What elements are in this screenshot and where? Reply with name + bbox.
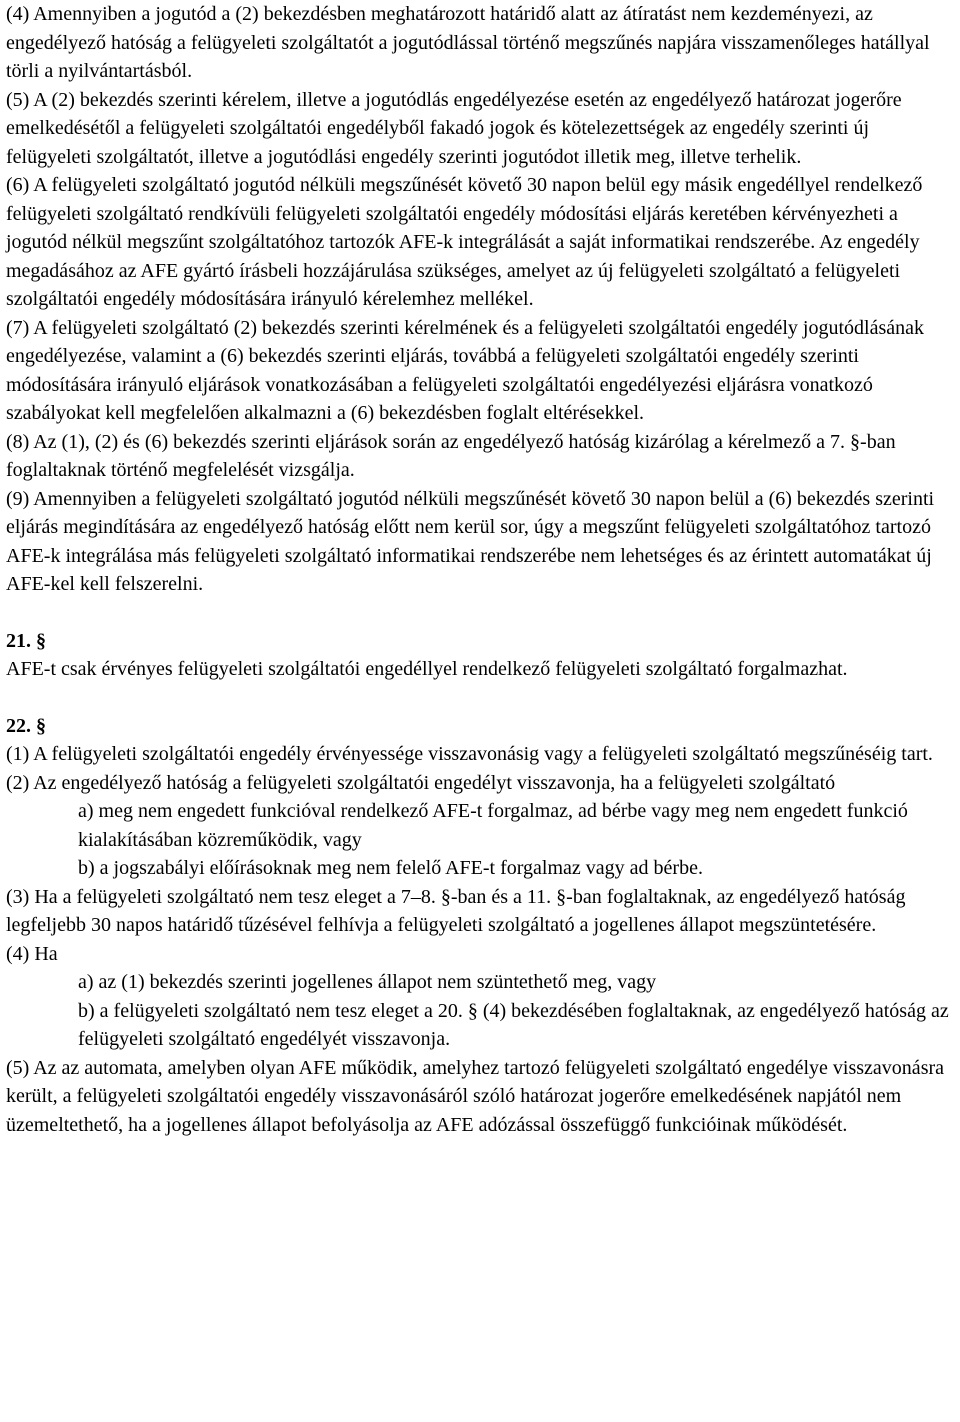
section-21-text: AFE-t csak érvényes felügyeleti szolgáltatói engedéllyel rendelkező felügyeleti szolgáltató forgalmazhat. <box>6 658 848 680</box>
section-22-paragraph-5: (5) Az az automata, amelyben olyan AFE működik, amelyhez tartozó felügyeleti szolgáltató engedélye visszavonásra került, a felügyeleti szolgáltatói engedély visszavonásáról szóló határozat jogerőre emelkedésének napjától nem üzemeltethető, ha a jogellenes állapot befolyásolja az AFE adózással összefüggő funkcióinak működését. <box>6 1056 945 1136</box>
section-22-paragraph-1: (1) A felügyeleti szolgáltatói engedély érvényessége visszavonásig vagy a felügyeleti szolgáltató megszűnéséig tart. <box>6 743 933 765</box>
section-22-paragraph-4-item-a: a) az (1) bekezdés szerinti jogellenes állapot nem szüntethető meg, vagy <box>78 971 657 993</box>
section-22-paragraph-2-item-a: a) meg nem engedett funkcióval rendelkező AFE-t forgalmaz, ad bérbe vagy meg nem engedett funkció kialakításában közreműködik, vagy <box>78 800 908 851</box>
paragraph-6: (6) A felügyeleti szolgáltató jogutód nélküli megszűnését követő 30 napon belül egy másik engedéllyel rendelkező felügyeleti szolgáltató rendkívüli felügyeleti szolgáltatói engedély módosítási eljárás keretében kérvényezheti a jogutód nélkül megszűnt szolgáltatóhoz tartozók AFE-k integrálását a saját informatikai rendszerébe. Az engedély megadásához az AFE gyártó írásbeli hozzájárulása szükséges, amelyet az új felügyeleti szolgáltató a felügyeleti szolgáltatói engedély módosítására irányuló kérelemhez mellékel. <box>6 174 923 310</box>
section-22-paragraph-2-item-b: b) a jogszabályi előírásoknak meg nem felelő AFE-t forgalmaz vagy ad bérbe. <box>78 857 703 879</box>
paragraph-9: (9) Amennyiben a felügyeleti szolgáltató jogutód nélküli megszűnését követő 30 napon belül a (6) bekezdés szerinti eljárás megindítására az engedélyező hatóság előtt nem kerül sor, úgy a megszűnt felügyeleti szolgáltatóhoz tartozó AFE-k integrálása más felügyeleti szolgáltató informatikai rendszerébe nem lehetséges és az érintett automatákat új AFE-kel kell felszerelni. <box>6 487 935 595</box>
spacer <box>6 599 958 627</box>
paragraph-5: (5) A (2) bekezdés szerinti kérelem, illetve a jogutódlás engedélyezése esetén az engedélyező határozat jogerőre emelkedésétől a felügyeleti szolgáltatói engedélyből fakadó jogok és kötelezettségek az engedély szerinti új felügyeleti szolgáltatót, illetve a jogutódlási engedély szerinti jogutódot illetik meg, illetve terhelik. <box>6 88 902 168</box>
section-22-paragraph-4-item-b: b) a felügyeleti szolgáltató nem tesz eleget a 20. § (4) bekezdésében foglaltaknak, az engedélyező hatóság az felügyeleti szolgáltató engedélyét visszavonja. <box>78 999 949 1050</box>
paragraph-8: (8) Az (1), (2) és (6) bekezdés szerinti eljárások során az engedélyező hatóság kizárólag a kérelmező a 7. §-ban foglaltaknak történő megfelelését vizsgálja. <box>6 430 896 481</box>
spacer <box>6 684 958 712</box>
section-22-paragraph-4-intro: (4) Ha <box>6 942 58 965</box>
paragraph-4: (4) Amennyiben a jogutód a (2) bekezdésben meghatározott határidő alatt az átíratást nem kezdeményezi, az engedélyező hatóság a felügyeleti szolgáltatót a jogutódlással történő megszűnés napjára visszamenőleges hatállyal törli a nyilvántartásból. <box>6 3 930 82</box>
section-21-title: 21. § <box>6 629 46 652</box>
section-22-paragraph-2-intro: (2) Az engedélyező hatóság a felügyeleti szolgáltatói engedélyt visszavonja, ha a felügyeleti szolgáltató <box>6 771 836 794</box>
paragraph-7: (7) A felügyeleti szolgáltató (2) bekezdés szerinti kérelmének és a felügyeleti szolgáltatói engedély jogutódlásának engedélyezése, valamint a (6) bekezdés szerinti eljárás, továbbá a felügyeleti szolgáltatói engedély szerinti módosítására irányuló eljárások vonatkozásában a felügyeleti szolgáltatói engedélyezési eljárásra vonatkozó szabályokat kell megfelelően alkalmazni a (6) bekezdésben foglalt eltérésekkel. <box>6 316 924 424</box>
section-22-paragraph-3: (3) Ha a felügyeleti szolgáltató nem tesz eleget a 7–8. §-ban és a 11. §-ban foglaltaknak, az engedélyező hatóság legfeljebb 30 napos határidő tűzésével felhívja a felügyeleti szolgáltató a jogellenes állapot megszüntetésére. <box>6 885 906 936</box>
section-22-title: 22. § <box>6 714 46 737</box>
document-page <box>6 0 958 1139</box>
